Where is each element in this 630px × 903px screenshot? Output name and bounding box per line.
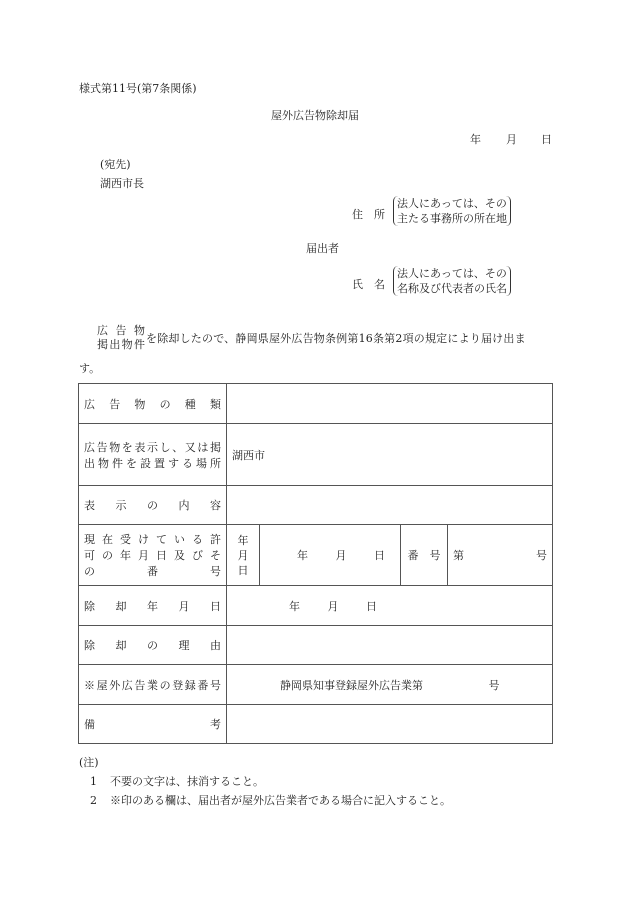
- year-unit: 年: [289, 599, 300, 613]
- day-unit: 日: [366, 599, 377, 613]
- table-row: [79, 424, 553, 486]
- table-row: [79, 384, 553, 424]
- name-note-line: 名称及び代表者の氏名: [397, 282, 507, 295]
- permit-date-field[interactable]: [260, 525, 401, 586]
- permit-number-label: 番 号: [401, 525, 448, 586]
- removal-form-table: [78, 383, 553, 744]
- notifier-label: 届出者: [306, 242, 339, 255]
- registration-number-field[interactable]: [227, 665, 553, 705]
- registration-suffix: 号: [488, 678, 500, 692]
- address-note-line: 主たる事務所の所在地: [397, 212, 507, 225]
- row-label: 現在受けている許 可の年月日及びそ の番号: [79, 525, 227, 586]
- label-char: 月: [237, 548, 249, 562]
- row-label: 表示の内容: [79, 486, 227, 525]
- row-label: 備考: [79, 705, 227, 744]
- document-title: 屋外広告物除却届: [271, 109, 359, 122]
- permit-number-field[interactable]: [448, 525, 553, 586]
- removal-reason-field[interactable]: [227, 626, 553, 665]
- label-char: 日: [237, 563, 249, 577]
- row-label: ※屋外広告業の登録番号: [79, 665, 227, 705]
- row-label: 広告物を表示し、又は掲 出物件を設置する場所: [79, 424, 227, 486]
- table-row: [79, 665, 553, 705]
- label-char: 年: [237, 533, 249, 547]
- statement-text: を除却したので、静岡県屋外広告物条例第16条第2項の規定により届け出ま: [146, 332, 526, 345]
- location-field[interactable]: 湖西市: [227, 424, 553, 486]
- table-row: [79, 486, 553, 525]
- day-unit: 日: [374, 549, 385, 562]
- date-day: 日: [541, 133, 552, 146]
- statement-options: [97, 324, 145, 352]
- permit-date-label: [227, 525, 260, 586]
- table-row: [79, 586, 553, 626]
- addressee-name: 湖西市長: [100, 177, 144, 190]
- address-note-line: 法人にあっては、その: [397, 197, 507, 210]
- note-text: 不要の文字は、抹消すること。: [110, 775, 264, 788]
- address-note: [393, 196, 511, 226]
- month-unit: 月: [327, 599, 339, 613]
- note-text: ※印のある欄は、届出者が屋外広告業者である場合に記入すること。: [110, 794, 451, 807]
- ad-type-field[interactable]: [227, 384, 553, 424]
- removal-date-field[interactable]: [227, 586, 553, 626]
- name-note: [393, 266, 511, 296]
- note-number: 1: [90, 775, 97, 788]
- number-prefix: 第: [453, 549, 464, 562]
- address-label: 住 所: [352, 208, 385, 221]
- row-label: 除却年月日: [79, 586, 227, 626]
- row-label: 広告物の種類: [79, 384, 227, 424]
- addressee-label: (宛先): [100, 158, 131, 171]
- table-row: [79, 626, 553, 665]
- remarks-field[interactable]: [227, 705, 553, 744]
- row-label: 除却の理由: [79, 626, 227, 665]
- month-unit: 月: [335, 549, 347, 562]
- notes-heading: (注): [79, 756, 99, 769]
- note-number: 2: [90, 794, 97, 807]
- note-item: [90, 792, 451, 808]
- table-row: [79, 525, 553, 586]
- form-number: 様式第11号(第7条関係): [79, 82, 197, 95]
- name-label: 氏 名: [352, 278, 385, 291]
- table-row: [79, 705, 553, 744]
- option-structure: 掲出物件: [97, 338, 145, 351]
- date-year: 年: [470, 133, 481, 146]
- display-content-field[interactable]: [227, 486, 553, 525]
- date-month: 月: [506, 133, 517, 146]
- name-note-line: 法人にあっては、その: [397, 267, 507, 280]
- statement-continuation: す。: [79, 362, 101, 375]
- registration-prefix: 静岡県知事登録屋外広告業第: [280, 678, 423, 692]
- option-advertisement: 広 告 物: [97, 324, 145, 337]
- year-unit: 年: [297, 549, 308, 562]
- note-item: [90, 773, 264, 789]
- number-suffix: 号: [536, 549, 547, 562]
